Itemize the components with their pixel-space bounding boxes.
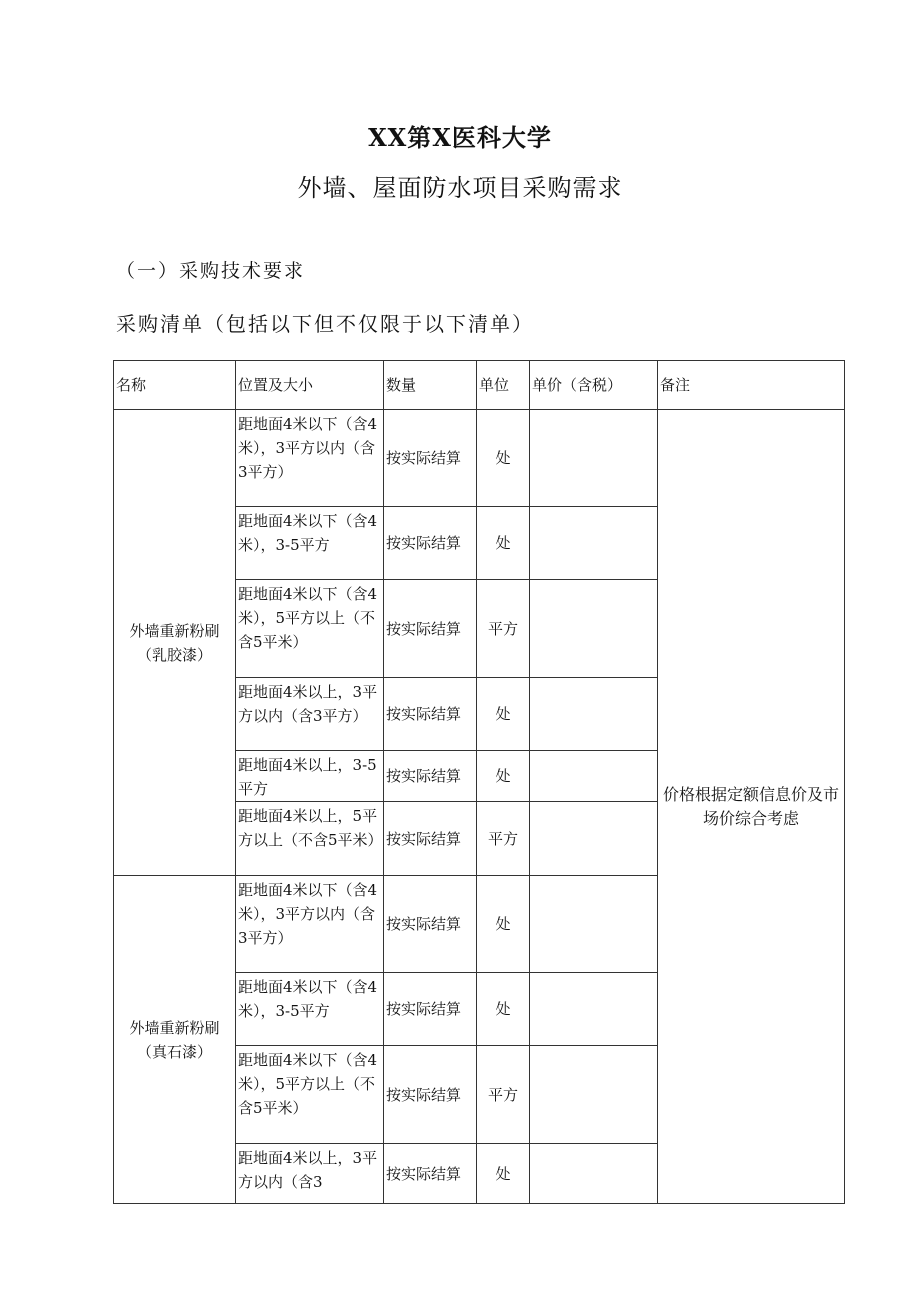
item-name: 外墙重新粉刷 bbox=[129, 1018, 220, 1037]
location-cell: 距地面4米以下（含4米），5平方以上（不含5平米） bbox=[236, 1046, 384, 1144]
unit-cell: 平方 bbox=[477, 802, 530, 876]
price-cell bbox=[530, 1144, 658, 1204]
quantity-cell: 按实际结算 bbox=[384, 507, 477, 580]
header-unit-price: 单价（含税） bbox=[530, 361, 658, 410]
header-quantity: 数量 bbox=[384, 361, 477, 410]
quantity-cell: 按实际结算 bbox=[384, 678, 477, 751]
remarks-cell: 价格根据定额信息价及市场价综合考虑 bbox=[658, 410, 845, 1204]
quantity-cell: 按实际结算 bbox=[384, 1144, 477, 1204]
quantity-cell: 按实际结算 bbox=[384, 802, 477, 876]
price-cell bbox=[530, 678, 658, 751]
section-heading: （一）采购技术要求 bbox=[116, 260, 306, 282]
procurement-table bbox=[113, 360, 845, 1204]
quantity-cell: 按实际结算 bbox=[384, 410, 477, 507]
price-cell bbox=[530, 802, 658, 876]
item-name: 外墙重新粉刷 bbox=[129, 621, 220, 640]
unit-cell: 处 bbox=[477, 678, 530, 751]
location-cell: 距地面4米以下（含4米），3-5平方 bbox=[236, 507, 384, 580]
header-remarks: 备注 bbox=[658, 361, 845, 410]
unit-cell: 平方 bbox=[477, 1046, 530, 1144]
unit-cell: 处 bbox=[477, 876, 530, 973]
unit-cell: 处 bbox=[477, 410, 530, 507]
location-cell: 距地面4米以下（含4米），5平方以上（不含5平米） bbox=[236, 580, 384, 678]
quantity-cell: 按实际结算 bbox=[384, 751, 477, 802]
item-name-cell bbox=[114, 876, 236, 1204]
price-cell bbox=[530, 410, 658, 507]
quantity-cell: 按实际结算 bbox=[384, 580, 477, 678]
unit-cell: 处 bbox=[477, 1144, 530, 1204]
table-row bbox=[114, 410, 845, 507]
price-cell bbox=[530, 580, 658, 678]
document-subtitle: 外墙、屋面防水项目采购需求 bbox=[297, 174, 623, 202]
item-name-cell bbox=[114, 410, 236, 876]
price-cell bbox=[530, 507, 658, 580]
table-header-row bbox=[114, 361, 845, 410]
quantity-cell: 按实际结算 bbox=[384, 1046, 477, 1144]
header-location-size: 位置及大小 bbox=[236, 361, 384, 410]
location-cell: 距地面4米以下（含4米），3平方以内（含3平方） bbox=[236, 410, 384, 507]
location-cell: 距地面4米以下（含4米），3-5平方 bbox=[236, 973, 384, 1046]
price-cell bbox=[530, 973, 658, 1046]
list-heading: 采购清单（包括以下但不仅限于以下清单） bbox=[116, 312, 534, 336]
location-cell: 距地面4米以上，3平方以内（含3平方） bbox=[236, 678, 384, 751]
price-cell bbox=[530, 876, 658, 973]
location-cell: 距地面4米以上，5平方以上（不含5平米） bbox=[236, 802, 384, 876]
price-cell bbox=[530, 751, 658, 802]
quantity-cell: 按实际结算 bbox=[384, 876, 477, 973]
document-title: XX第X医科大学 bbox=[368, 123, 552, 152]
unit-cell: 处 bbox=[477, 751, 530, 802]
item-name-material: （真石漆） bbox=[136, 1042, 212, 1061]
item-name-material: （乳胶漆） bbox=[136, 645, 212, 664]
unit-cell: 平方 bbox=[477, 580, 530, 678]
unit-cell: 处 bbox=[477, 973, 530, 1046]
location-cell: 距地面4米以上，3-5平方 bbox=[236, 751, 384, 802]
price-cell bbox=[530, 1046, 658, 1144]
location-cell: 距地面4米以下（含4米），3平方以内（含3平方） bbox=[236, 876, 384, 973]
header-name: 名称 bbox=[114, 361, 236, 410]
location-cell: 距地面4米以上，3平方以内（含3 bbox=[236, 1144, 384, 1204]
header-unit: 单位 bbox=[477, 361, 530, 410]
quantity-cell: 按实际结算 bbox=[384, 973, 477, 1046]
unit-cell: 处 bbox=[477, 507, 530, 580]
